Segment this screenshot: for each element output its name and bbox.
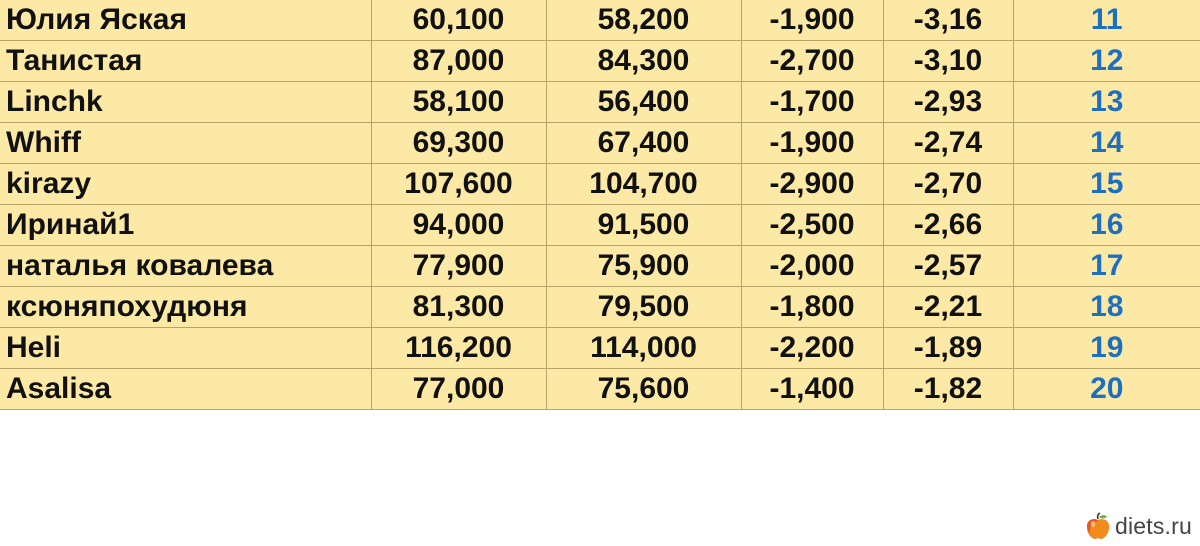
table-row — [0, 123, 1200, 164]
rank-cell: 15 — [1013, 164, 1200, 205]
current-weight-cell: 79,500 — [546, 287, 741, 328]
start-weight-cell: 60,100 — [371, 0, 546, 41]
participant-name-cell: Heli — [0, 328, 371, 369]
watermark-text: diets.ru — [1114, 512, 1192, 539]
table-row — [0, 205, 1200, 246]
rank-cell: 12 — [1013, 41, 1200, 82]
current-weight-cell: 75,900 — [546, 246, 741, 287]
start-weight-cell: 69,300 — [371, 123, 546, 164]
start-weight-cell: 107,600 — [371, 164, 546, 205]
start-weight-cell: 94,000 — [371, 205, 546, 246]
participant-name-cell: Юлия Яская — [0, 0, 371, 41]
current-weight-cell: 58,200 — [546, 0, 741, 41]
table-row — [0, 287, 1200, 328]
table-row — [0, 0, 1200, 41]
percent-change-cell: -1,82 — [883, 369, 1013, 410]
start-weight-cell: 116,200 — [371, 328, 546, 369]
current-weight-cell: 75,600 — [546, 369, 741, 410]
start-weight-cell: 81,300 — [371, 287, 546, 328]
weight-change-cell: -2,900 — [741, 164, 883, 205]
weight-change-cell: -1,900 — [741, 123, 883, 164]
participant-name-cell: Whiff — [0, 123, 371, 164]
table-row — [0, 246, 1200, 287]
percent-change-cell: -2,93 — [883, 82, 1013, 123]
participant-name-cell: наталья ковалева — [0, 246, 371, 287]
weight-change-cell: -2,500 — [741, 205, 883, 246]
site-watermark — [1085, 512, 1192, 540]
rank-cell: 17 — [1013, 246, 1200, 287]
rank-cell: 16 — [1013, 205, 1200, 246]
percent-change-cell: -2,21 — [883, 287, 1013, 328]
percent-change-cell: -2,74 — [883, 123, 1013, 164]
current-weight-cell: 91,500 — [546, 205, 741, 246]
rank-cell: 19 — [1013, 328, 1200, 369]
table-row — [0, 164, 1200, 205]
weight-change-cell: -1,700 — [741, 82, 883, 123]
percent-change-cell: -2,57 — [883, 246, 1013, 287]
start-weight-cell: 77,000 — [371, 369, 546, 410]
apple-icon — [1085, 512, 1111, 540]
start-weight-cell: 87,000 — [371, 41, 546, 82]
rank-cell: 20 — [1013, 369, 1200, 410]
percent-change-cell: -2,70 — [883, 164, 1013, 205]
current-weight-cell: 84,300 — [546, 41, 741, 82]
start-weight-cell: 77,900 — [371, 246, 546, 287]
current-weight-cell: 67,400 — [546, 123, 741, 164]
participant-name-cell: kirazy — [0, 164, 371, 205]
table-row — [0, 82, 1200, 123]
participant-name-cell: Иринай1 — [0, 205, 371, 246]
rank-cell: 13 — [1013, 82, 1200, 123]
table-row — [0, 328, 1200, 369]
start-weight-cell: 58,100 — [371, 82, 546, 123]
rank-cell: 14 — [1013, 123, 1200, 164]
weight-change-cell: -2,000 — [741, 246, 883, 287]
current-weight-cell: 104,700 — [546, 164, 741, 205]
weight-change-cell: -1,900 — [741, 0, 883, 41]
participant-name-cell: ксюняпохудюня — [0, 287, 371, 328]
participant-name-cell: Танистая — [0, 41, 371, 82]
weight-change-cell: -1,400 — [741, 369, 883, 410]
percent-change-cell: -3,10 — [883, 41, 1013, 82]
participant-name-cell: Linchk — [0, 82, 371, 123]
table-row — [0, 41, 1200, 82]
weight-change-cell: -2,700 — [741, 41, 883, 82]
weight-change-cell: -1,800 — [741, 287, 883, 328]
current-weight-cell: 56,400 — [546, 82, 741, 123]
rank-cell: 11 — [1013, 0, 1200, 41]
percent-change-cell: -3,16 — [883, 0, 1013, 41]
rank-cell: 18 — [1013, 287, 1200, 328]
weight-change-cell: -2,200 — [741, 328, 883, 369]
percent-change-cell: -2,66 — [883, 205, 1013, 246]
table-row — [0, 369, 1200, 410]
percent-change-cell: -1,89 — [883, 328, 1013, 369]
participant-name-cell: Asalisa — [0, 369, 371, 410]
current-weight-cell: 114,000 — [546, 328, 741, 369]
